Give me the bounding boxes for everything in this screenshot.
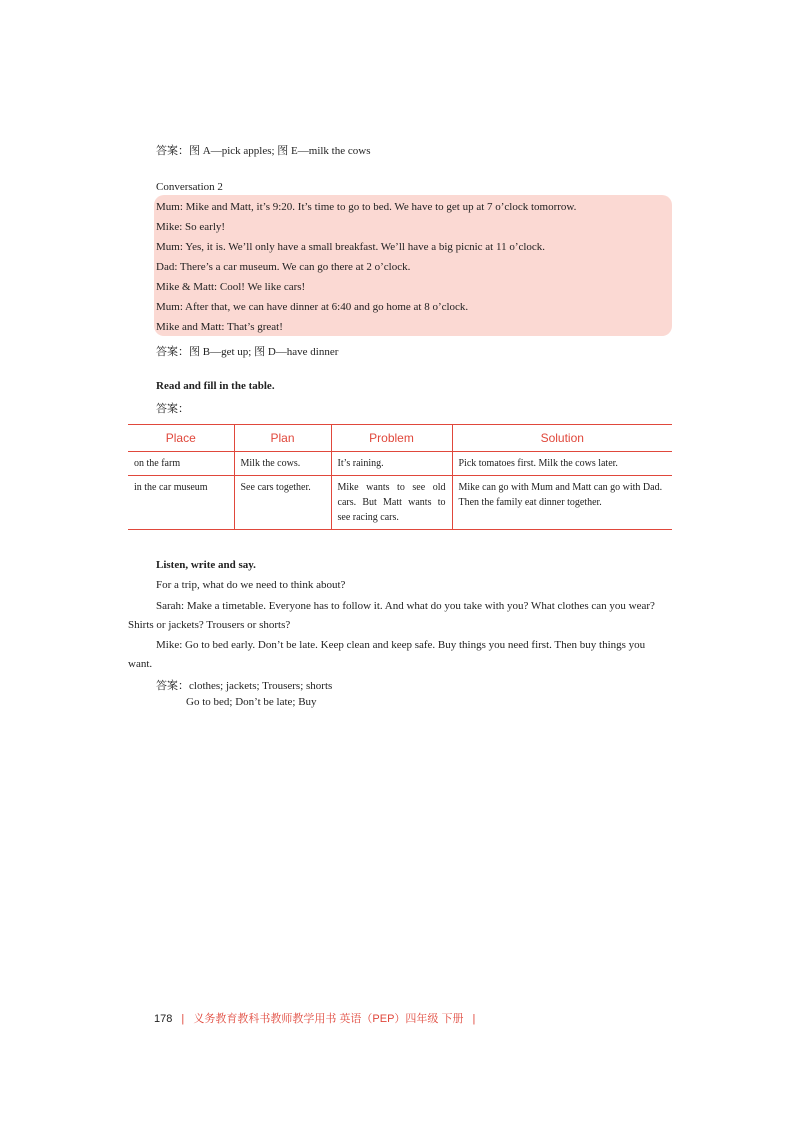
answer-conversation-2: 答案：图 B—get up; 图 D—have dinner [156, 346, 339, 358]
conversation-line: Mike and Matt: That’s great! [156, 321, 283, 333]
footer-end-separator: | [472, 1013, 476, 1025]
listen-heading: Listen, write and say. [156, 559, 256, 571]
table-row [128, 476, 672, 530]
table-header-row [128, 425, 672, 452]
cell-problem: Mike wants to see old cars. But Matt wants to see racing cars. [331, 476, 452, 530]
cell-place: in the car museum [128, 476, 234, 530]
column-header-solution: Solution [452, 425, 672, 452]
conversation-line: Mike: So early! [156, 221, 226, 233]
book-title: 义务教育教科书教师教学用书 英语（PEP）四年级 下册 [193, 1013, 464, 1025]
conversation-line: Mum: Mike and Matt, it’s 9:20. It’s time to go to bed. We have to get up at 7 o’clock tomorrow. [156, 201, 577, 213]
page-number: 178 [154, 1013, 173, 1025]
read-fill-heading: Read and fill in the table. [156, 380, 275, 392]
cell-plan: Milk the cows. [234, 452, 331, 476]
cell-solution: Mike can go with Mum and Matt can go with Dad. Then the family eat dinner together. [452, 476, 672, 530]
read-fill-answer-label: 答案： [156, 403, 189, 415]
conversation-2-title: Conversation 2 [156, 181, 223, 193]
footer-separator: | [181, 1013, 185, 1025]
listen-paragraph-1: For a trip, what do we need to think about? [156, 579, 346, 591]
column-header-place: Place [128, 425, 234, 452]
cell-plan: See cars together. [234, 476, 331, 530]
table-row [128, 452, 672, 476]
listen-answer-1: 答案：clothes; jackets; Trousers; shorts [156, 680, 333, 692]
answer-conversation-1: 答案：图 A—pick apples; 图 E—milk the cows [156, 145, 371, 157]
listen-paragraph-3: Mike: Go to bed early. Don’t be late. Keep clean and keep safe. Buy things you need first. Then buy things you want. [128, 639, 646, 670]
column-header-plan: Plan [234, 425, 331, 452]
conversation-line: Mum: Yes, it is. We’ll only have a small breakfast. We’ll have a big picnic at 11 o’clock. [156, 241, 546, 253]
conversation-line: Mum: After that, we can have dinner at 6:40 and go home at 8 o’clock. [156, 301, 469, 313]
plan-table [128, 424, 672, 530]
cell-solution: Pick tomatoes first. Milk the cows later. [452, 452, 672, 476]
conversation-line: Mike & Matt: Cool! We like cars! [156, 281, 306, 293]
cell-problem: It’s raining. [331, 452, 452, 476]
page-footer [154, 1010, 481, 1026]
listen-answer-2: Go to bed; Don’t be late; Buy [186, 696, 317, 708]
cell-place: on the farm [128, 452, 234, 476]
conversation-line: Dad: There’s a car museum. We can go there at 2 o’clock. [156, 261, 411, 273]
column-header-problem: Problem [331, 425, 452, 452]
listen-paragraph-2: Sarah: Make a timetable. Everyone has to follow it. And what do you take with you? What clothes can you wear? Shirts or jackets? Trousers or shorts? [128, 600, 655, 631]
